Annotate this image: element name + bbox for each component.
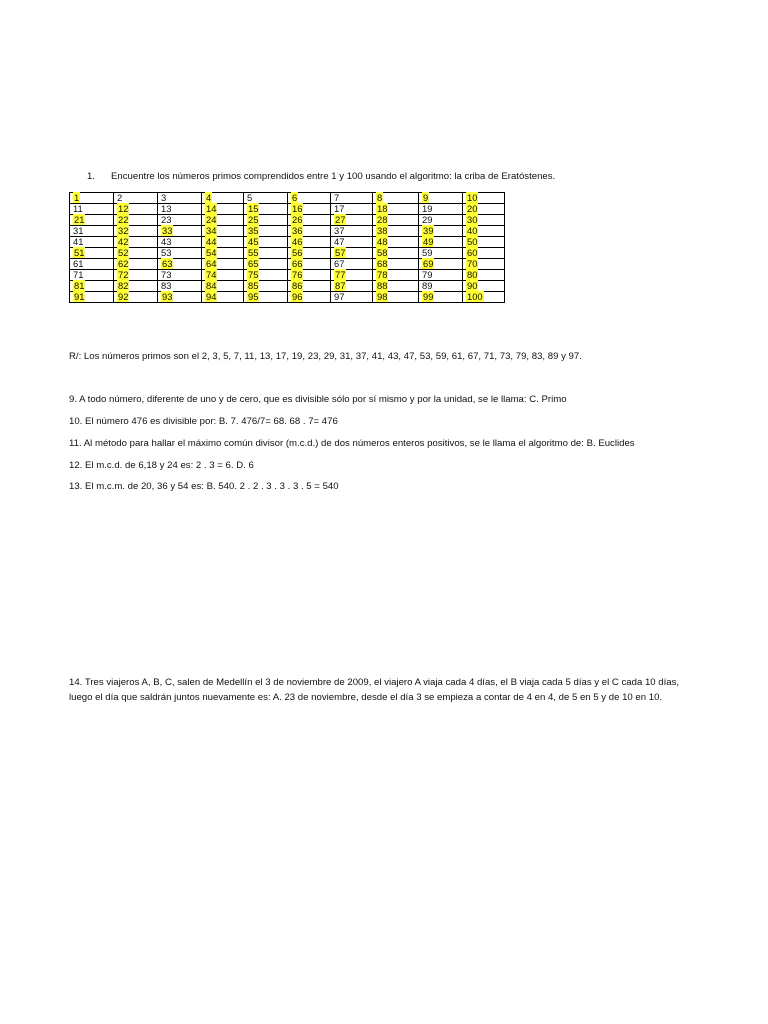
number: 31 [73,225,84,236]
table-cell [463,281,505,292]
table-cell [202,292,244,303]
sieve-of-eratosthenes-table [69,192,505,303]
table-cell [288,204,331,215]
table-cell [114,226,158,237]
table-cell [70,237,114,248]
table-cell [419,237,463,248]
highlighted-number: 1 [74,192,80,203]
table-cell [158,248,202,259]
number: 73 [161,269,172,280]
table-cell [463,204,505,215]
table-cell [70,248,114,259]
table-cell [463,292,505,303]
number: 23 [161,214,172,225]
highlighted-number: 77 [335,269,346,280]
table-cell [373,248,419,259]
table-row [70,193,505,204]
highlighted-number: 24 [206,214,217,225]
highlighted-number: 69 [423,258,434,269]
highlighted-number: 45 [248,236,259,247]
table-cell [373,226,419,237]
table-cell [70,204,114,215]
number: 3 [161,192,167,203]
table-cell [202,270,244,281]
table-cell [158,281,202,292]
number: 5 [247,192,253,203]
highlighted-number: 9 [423,192,429,203]
highlighted-number: 35 [248,225,259,236]
table-cell [158,226,202,237]
number: 13 [161,203,172,214]
highlighted-number: 15 [248,203,259,214]
table-cell [288,215,331,226]
table-row [70,292,505,303]
table-cell [158,237,202,248]
highlighted-number: 48 [377,236,388,247]
highlighted-number: 42 [118,236,129,247]
question-1-text: Encuentre los números primos comprendidos entre 1 y 100 usando el algoritmo: la criba de Eratóstenes. [111,171,556,182]
highlighted-number: 90 [467,280,478,291]
highlighted-number: 55 [248,247,259,258]
highlighted-number: 28 [377,214,388,225]
table-cell [331,270,373,281]
table-cell [70,292,114,303]
highlighted-number: 68 [377,258,388,269]
table-cell [114,281,158,292]
table-cell [419,270,463,281]
table-cell [419,292,463,303]
table-cell [70,226,114,237]
highlighted-number: 4 [206,192,212,203]
table-cell [373,204,419,215]
highlighted-number: 6 [292,192,298,203]
table-cell [373,237,419,248]
table-cell [373,281,419,292]
question-10: 10. El número 476 es divisible por: B. 7. 476/7= 68. 68 . 7= 476 [69,416,338,427]
highlighted-number: 54 [206,247,217,258]
highlighted-number: 51 [74,247,85,258]
question-9: 9. A todo número, diferente de uno y de cero, que es divisible sólo por sí mismo y por la unidad, se le llama: C. Primo [69,394,567,405]
table-cell [114,193,158,204]
table-cell [463,270,505,281]
table-row [70,204,505,215]
number: 41 [73,236,84,247]
highlighted-number: 64 [206,258,217,269]
table-cell [114,270,158,281]
number: 61 [73,258,84,269]
highlighted-number: 25 [248,214,259,225]
highlighted-number: 94 [206,291,217,302]
highlighted-number: 84 [206,280,217,291]
highlighted-number: 16 [292,203,303,214]
highlighted-number: 36 [292,225,303,236]
table-cell [373,259,419,270]
table-cell [202,193,244,204]
table-cell [331,193,373,204]
highlighted-number: 46 [292,236,303,247]
highlighted-number: 56 [292,247,303,258]
table-cell [244,248,288,259]
highlighted-number: 82 [118,280,129,291]
highlighted-number: 66 [292,258,303,269]
table-cell [244,259,288,270]
table-cell [202,204,244,215]
highlighted-number: 38 [377,225,388,236]
table-cell [288,292,331,303]
highlighted-number: 40 [467,225,478,236]
table-cell [114,215,158,226]
question-1-number: 1. [87,171,96,182]
number: 97 [334,291,345,302]
question-11: 11. Al método para hallar el máximo común divisor (m.c.d.) de dos números enteros positivos, se le llama el algoritmo de: B. Euclides [69,438,635,449]
table-cell [373,193,419,204]
number: 89 [422,280,433,291]
highlighted-number: 49 [423,236,434,247]
table-cell [419,226,463,237]
table-cell [202,226,244,237]
highlighted-number: 93 [162,291,173,302]
table-cell [158,292,202,303]
table-cell [244,281,288,292]
number: 43 [161,236,172,247]
table-cell [202,215,244,226]
highlighted-number: 75 [248,269,259,280]
table-cell [202,281,244,292]
table-cell [114,248,158,259]
table-cell [70,270,114,281]
table-row [70,281,505,292]
table-cell [114,292,158,303]
highlighted-number: 76 [292,269,303,280]
table-cell [70,259,114,270]
highlighted-number: 92 [118,291,129,302]
highlighted-number: 87 [335,280,346,291]
table-cell [158,215,202,226]
table-row [70,215,505,226]
highlighted-number: 18 [377,203,388,214]
table-cell [158,259,202,270]
table-cell [419,215,463,226]
table-cell [288,237,331,248]
highlighted-number: 50 [467,236,478,247]
highlighted-number: 98 [377,291,388,302]
highlighted-number: 30 [467,214,478,225]
highlighted-number: 14 [206,203,217,214]
table-cell [70,193,114,204]
table-cell [244,292,288,303]
highlighted-number: 62 [118,258,129,269]
table-cell [244,270,288,281]
table-cell [463,193,505,204]
highlighted-number: 8 [377,192,383,203]
table-cell [463,237,505,248]
table-cell [331,281,373,292]
table-cell [288,248,331,259]
highlighted-number: 20 [467,203,478,214]
number: 67 [334,258,345,269]
table-cell [244,215,288,226]
number: 7 [334,192,340,203]
highlighted-number: 70 [467,258,478,269]
number: 11 [73,203,83,214]
highlighted-number: 32 [118,225,129,236]
table-cell [244,204,288,215]
table-cell [331,292,373,303]
table-row [70,237,505,248]
table-cell [331,237,373,248]
table-cell [70,281,114,292]
answer-1: R/: Los números primos son el 2, 3, 5, 7, 11, 13, 17, 19, 23, 29, 31, 37, 41, 43, 47, 53, 59, 61, 67, 71, 73, 79, 83, 89 y 97. [69,351,582,362]
table-cell [419,259,463,270]
table-cell [419,248,463,259]
table-cell [463,226,505,237]
table-cell [158,270,202,281]
highlighted-number: 80 [467,269,478,280]
highlighted-number: 65 [248,258,259,269]
number: 71 [73,269,84,280]
table-cell [202,237,244,248]
table-row [70,248,505,259]
table-cell [373,292,419,303]
highlighted-number: 26 [292,214,303,225]
number: 17 [334,203,345,214]
table-cell [114,204,158,215]
table-cell [288,281,331,292]
table-cell [244,237,288,248]
table-row [70,226,505,237]
table-cell [158,193,202,204]
table-cell [331,226,373,237]
number: 2 [117,192,123,203]
highlighted-number: 33 [162,225,173,236]
table-cell [244,193,288,204]
table-cell [114,237,158,248]
highlighted-number: 52 [118,247,129,258]
highlighted-number: 39 [423,225,434,236]
table-cell [244,226,288,237]
number: 37 [334,225,345,236]
highlighted-number: 74 [206,269,217,280]
highlighted-number: 22 [118,214,129,225]
question-14-line-2: luego el día que saldrán juntos nuevamente es: A. 23 de noviembre, desde el día 3 se empieza a contar de 4 en 4, de 5 en 5 y de 10 en 10. [69,692,663,703]
number: 79 [422,269,433,280]
table-cell [288,259,331,270]
number: 19 [422,203,433,214]
highlighted-number: 100 [467,291,483,302]
number: 59 [422,247,433,258]
number: 83 [161,280,172,291]
table-row [70,259,505,270]
table-cell [202,259,244,270]
question-12: 12. El m.c.d. de 6,18 y 24 es: 2 . 3 = 6. D. 6 [69,460,254,471]
highlighted-number: 12 [118,203,129,214]
question-1 [87,171,555,183]
highlighted-number: 63 [162,258,173,269]
highlighted-number: 99 [423,291,434,302]
table-row [70,270,505,281]
table-cell [331,204,373,215]
question-13: 13. El m.c.m. de 20, 36 y 54 es: B. 540. 2 . 2 . 3 . 3 . 3 . 5 = 540 [69,481,339,492]
table-cell [114,259,158,270]
table-cell [158,204,202,215]
table-cell [70,215,114,226]
table-cell [288,226,331,237]
highlighted-number: 21 [74,214,85,225]
table-cell [331,248,373,259]
table-cell [202,248,244,259]
highlighted-number: 88 [377,280,388,291]
highlighted-number: 78 [377,269,388,280]
table-cell [331,215,373,226]
highlighted-number: 81 [74,280,85,291]
highlighted-number: 96 [292,291,303,302]
table-cell [373,270,419,281]
highlighted-number: 85 [248,280,259,291]
highlighted-number: 72 [118,269,129,280]
table-cell [419,193,463,204]
highlighted-number: 60 [467,247,478,258]
number: 47 [334,236,345,247]
highlighted-number: 86 [292,280,303,291]
highlighted-number: 95 [248,291,259,302]
table-cell [288,270,331,281]
table-cell [331,259,373,270]
highlighted-number: 10 [467,192,478,203]
highlighted-number: 27 [335,214,346,225]
table-cell [463,248,505,259]
number: 29 [422,214,433,225]
table-cell [463,215,505,226]
question-14-line-1: 14. Tres viajeros A, B, C, salen de Medellín el 3 de noviembre de 2009, el viajero A viaja cada 4 días, el B viaja cada 5 días y el C cada 10 días, [69,677,680,688]
highlighted-number: 58 [377,247,388,258]
table-cell [463,259,505,270]
highlighted-number: 34 [206,225,217,236]
table-cell [419,204,463,215]
highlighted-number: 44 [206,236,217,247]
table-cell [419,281,463,292]
highlighted-number: 57 [335,247,346,258]
table-cell [288,193,331,204]
table-cell [373,215,419,226]
highlighted-number: 91 [74,291,85,302]
number: 53 [161,247,172,258]
